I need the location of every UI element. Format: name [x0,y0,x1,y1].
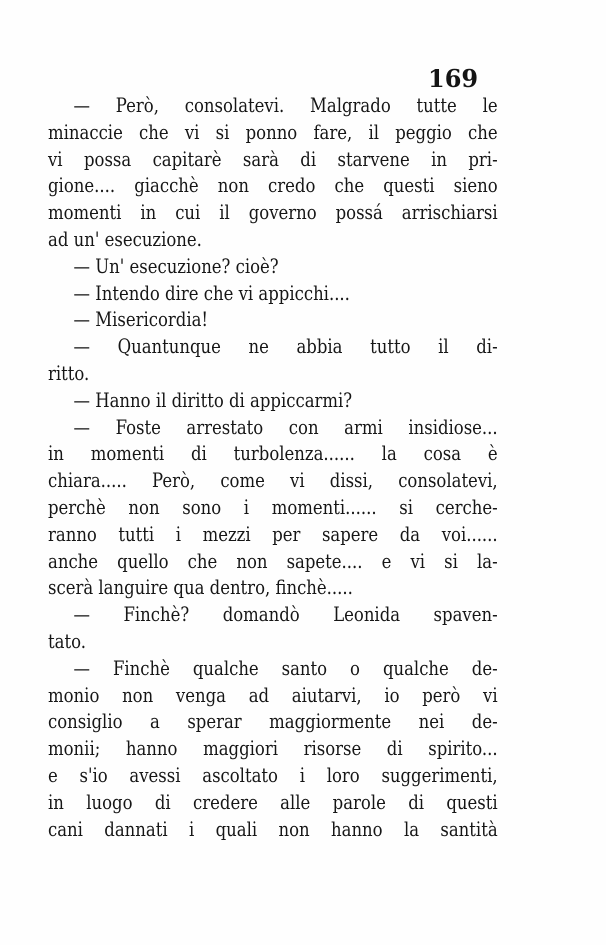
text-line: monii; hanno maggiori risorse di spirito... [48,737,498,761]
page-number: 169 [428,64,479,93]
page-body-text [48,93,498,843]
text-line: chiara..... Però, come vi dissi, consolatevi, [48,469,498,493]
text-line: e s'io avessi ascoltato i loro suggerimenti, [48,763,498,787]
text-line: in luogo di credere alle parole di questi [48,790,498,814]
text-line: minaccie che vi si ponno fare, il peggio che [48,120,498,144]
text-line: — Finchè? domandò Leonida spaven- [73,603,498,627]
text-line: — Foste arrestato con armi insidiose... [73,415,498,439]
text-line: momenti in cui il governo possá arrischiarsi [48,201,498,225]
text-line: — Misericordia! [73,308,209,332]
text-line: ritto. [48,361,90,385]
text-line: tato. [48,629,86,653]
text-line: anche quello che non sapete.... e vi si la- [48,549,498,573]
text-line: monio non venga ad aiutarvi, io però vi [48,683,498,707]
text-line: ranno tutti i mezzi per sapere da voi...... [48,522,498,546]
text-line: scerà languire qua dentro, finchè..... [48,576,353,600]
text-line: — Finchè qualche santo o qualche de- [73,656,498,680]
text-line: — Un' esecuzione? cioè? [73,254,279,278]
text-line: perchè non sono i momenti...... si cerche- [48,495,498,519]
text-line: consiglio a sperar maggiormente nei de- [48,710,498,734]
text-line: vi possa capitarè sarà di starvene in pri- [48,147,498,171]
text-line: — Quantunque ne abbia tutto il di- [73,335,498,359]
text-line: ad un' esecuzione. [48,227,202,251]
text-line: gione.... giacchè non credo che questi sieno [48,174,498,198]
text-line: in momenti di turbolenza...... la cosa è [48,442,498,466]
text-line: — Intendo dire che vi appicchi.... [73,281,350,305]
text-line: — Hanno il diritto di appiccarmi? [73,388,353,412]
text-line: — Però, consolatevi. Malgrado tutte le [73,94,498,117]
text-line: cani dannati i quali non hanno la santità [48,817,498,841]
